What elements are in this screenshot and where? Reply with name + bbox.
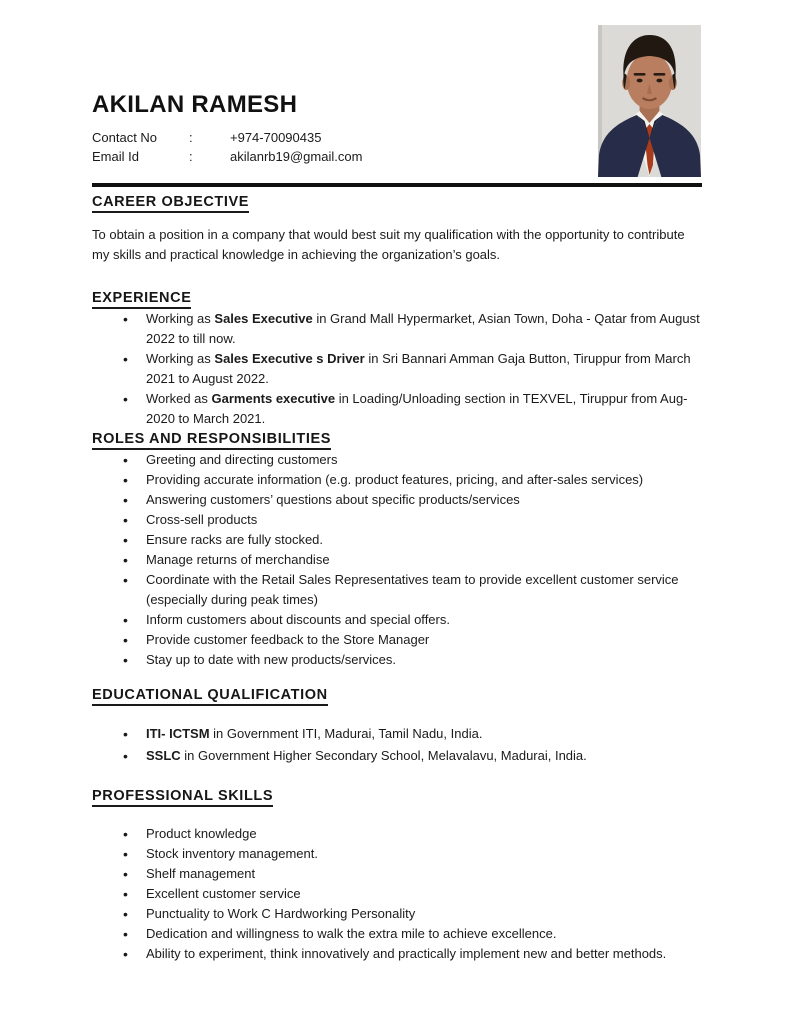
skill-item: • Dedication and willingness to walk the extra mile to achieve excellence. bbox=[120, 924, 702, 944]
career-objective-heading: CAREER OBJECTIVE bbox=[92, 193, 702, 211]
skill-item: • Excellent customer service bbox=[120, 884, 702, 904]
role-item: • Manage returns of merchandise bbox=[120, 550, 702, 570]
education-list bbox=[120, 723, 702, 767]
section-education bbox=[92, 686, 702, 767]
role-item: • Coordinate with the Retail Sales Representatives team to provide excellent customer service (especially during peak times) bbox=[120, 570, 702, 610]
roles-list bbox=[120, 450, 702, 670]
candidate-name: AKILAN RAMESH bbox=[92, 91, 298, 118]
email-label: Email Id bbox=[92, 149, 139, 164]
roles-heading: ROLES AND RESPONSIBILITIES bbox=[92, 430, 702, 448]
skill-item: • Stock inventory management. bbox=[120, 844, 702, 864]
email-separator: : bbox=[189, 149, 193, 164]
role-item: • Answering customers’ questions about specific products/services bbox=[120, 490, 702, 510]
section-skills bbox=[92, 787, 702, 964]
experience-list bbox=[120, 309, 702, 429]
role-item: • Stay up to date with new products/services. bbox=[120, 650, 702, 670]
education-item: • ITI- ICTSM in Government ITI, Madurai, Tamil Nadu, India. bbox=[120, 723, 702, 745]
header-divider bbox=[92, 183, 702, 187]
contact-number-label: Contact No bbox=[92, 130, 158, 145]
education-heading: EDUCATIONAL QUALIFICATION bbox=[92, 686, 702, 704]
role-item: • Greeting and directing customers bbox=[120, 450, 702, 470]
skill-item: • Product knowledge bbox=[120, 824, 702, 844]
career-objective-text: To obtain a position in a company that would best suit my qualification with the opportunity to contribute my skills and practical knowledge in achieving the organization’s goals. bbox=[92, 227, 685, 262]
resume-content bbox=[92, 92, 702, 964]
contact-number-value: +974-70090435 bbox=[230, 130, 322, 145]
skills-list bbox=[120, 824, 702, 964]
role-item: • Providing accurate information (e.g. product features, pricing, and after-sales services) bbox=[120, 470, 702, 490]
experience-heading: EXPERIENCE bbox=[92, 289, 702, 307]
section-roles bbox=[92, 430, 702, 670]
profile-photo-illustration bbox=[598, 25, 701, 177]
experience-item: • Worked as Garments executive in Loading/Unloading section in TEXVEL, Tiruppur from Aug-2020 to March 2021. bbox=[120, 389, 702, 429]
experience-item: • Working as Sales Executive in Grand Mall Hypermarket, Asian Town, Doha - Qatar from August 2022 to till now. bbox=[120, 309, 702, 349]
role-item: • Ensure racks are fully stocked. bbox=[120, 530, 702, 550]
role-item: • Inform customers about discounts and special offers. bbox=[120, 610, 702, 630]
email-value: akilanrb19@gmail.com bbox=[230, 149, 363, 164]
role-item: • Cross-sell products bbox=[120, 510, 702, 530]
skills-heading: PROFESSIONAL SKILLS bbox=[92, 787, 702, 805]
skill-item: • Punctuality to Work C Hardworking Personality bbox=[120, 904, 702, 924]
skill-item: • Ability to experiment, think innovatively and practically implement new and better methods. bbox=[120, 944, 702, 964]
contact-number-separator: : bbox=[189, 130, 193, 145]
section-experience bbox=[92, 289, 702, 429]
section-career-objective bbox=[92, 193, 702, 265]
education-item: • SSLC in Government Higher Secondary School, Melavalavu, Madurai, India. bbox=[120, 745, 702, 767]
skill-item: • Shelf management bbox=[120, 864, 702, 884]
role-item: • Provide customer feedback to the Store Manager bbox=[120, 630, 702, 650]
experience-item: • Working as Sales Executive s Driver in Sri Bannari Amman Gaja Button, Tiruppur from March 2021 to August 2022. bbox=[120, 349, 702, 389]
profile-photo bbox=[598, 25, 701, 177]
